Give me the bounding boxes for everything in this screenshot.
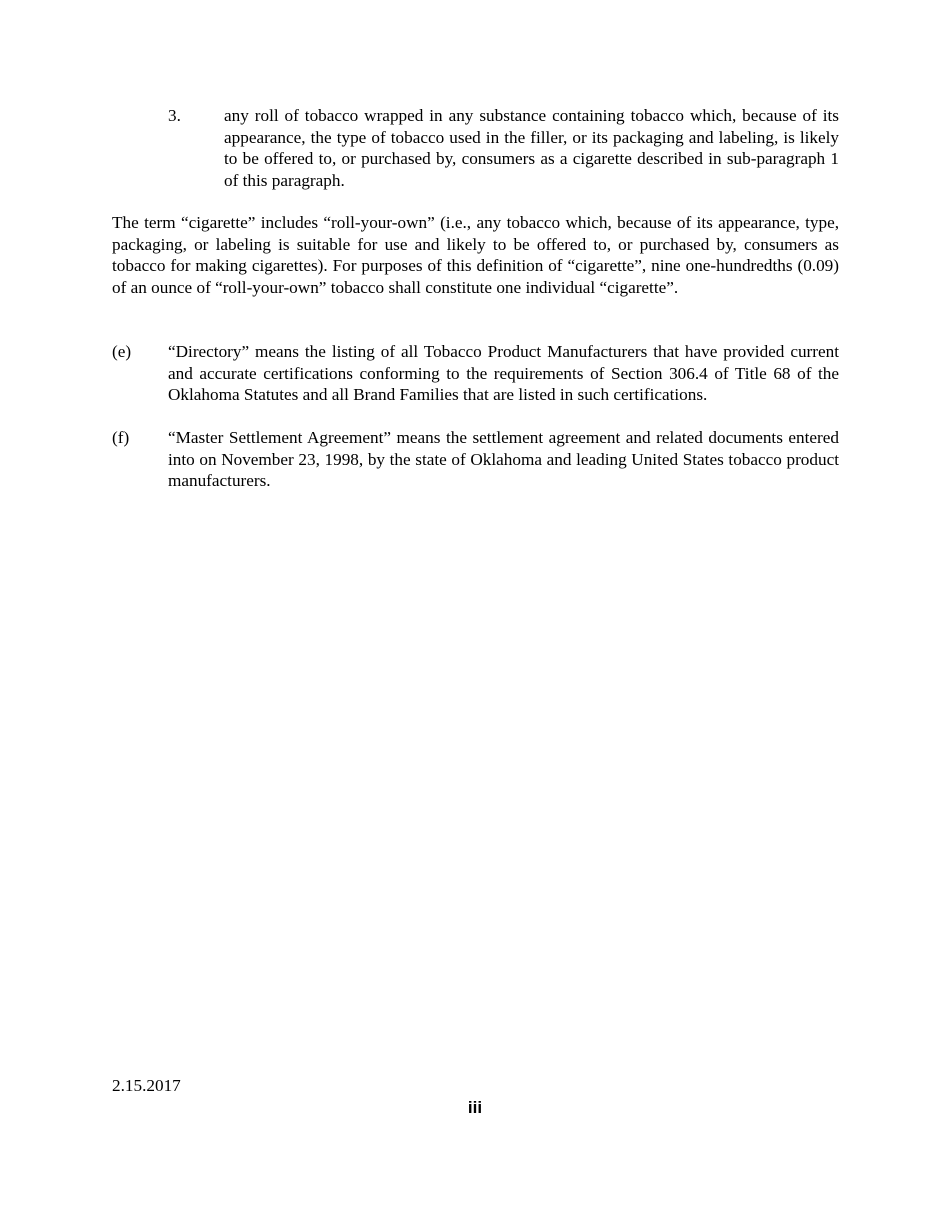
item-3-number: 3. [168,106,181,125]
item-f-label: (f) [112,428,130,447]
footer-date: 2.15.2017 [112,1076,181,1095]
item-f-text: “Master Settlement Agreement” means the settlement agreement and related documents entered into on November 23, 1998, by the state of Oklahoma and leading United States tobacco product manufacturers. [168,428,839,491]
page-number: iii [467,1098,483,1117]
cigarette-term-paragraph: The term “cigarette” includes “roll-your-own” (i.e., any tobacco which, because of its appearance, type, packaging, or labeling is suitable for use and likely to be offered to, or purchased by, consumers as tobacco for making cigarettes). For purposes of this definition of “cigarette”, nine one-hundredths (0.09) of an ounce of “roll-your-own” tobacco shall constitute one individual “cigarette”. [112,213,839,297]
item-e-text: “Directory” means the listing of all Tobacco Product Manufacturers that have provided current and accurate certifications conforming to the requirements of Section 306.4 of Title 68 of the Oklahoma Statutes and all Brand Families that are listed in such certifications. [168,342,839,405]
item-3-text: any roll of tobacco wrapped in any substance containing tobacco which, because of its appearance, the type of tobacco used in the filler, or its packaging and labeling, is likely to be offered to, or purchased by, consumers as a cigarette described in sub-paragraph 1 of this paragraph. [224,106,839,190]
item-e-label: (e) [112,342,132,361]
